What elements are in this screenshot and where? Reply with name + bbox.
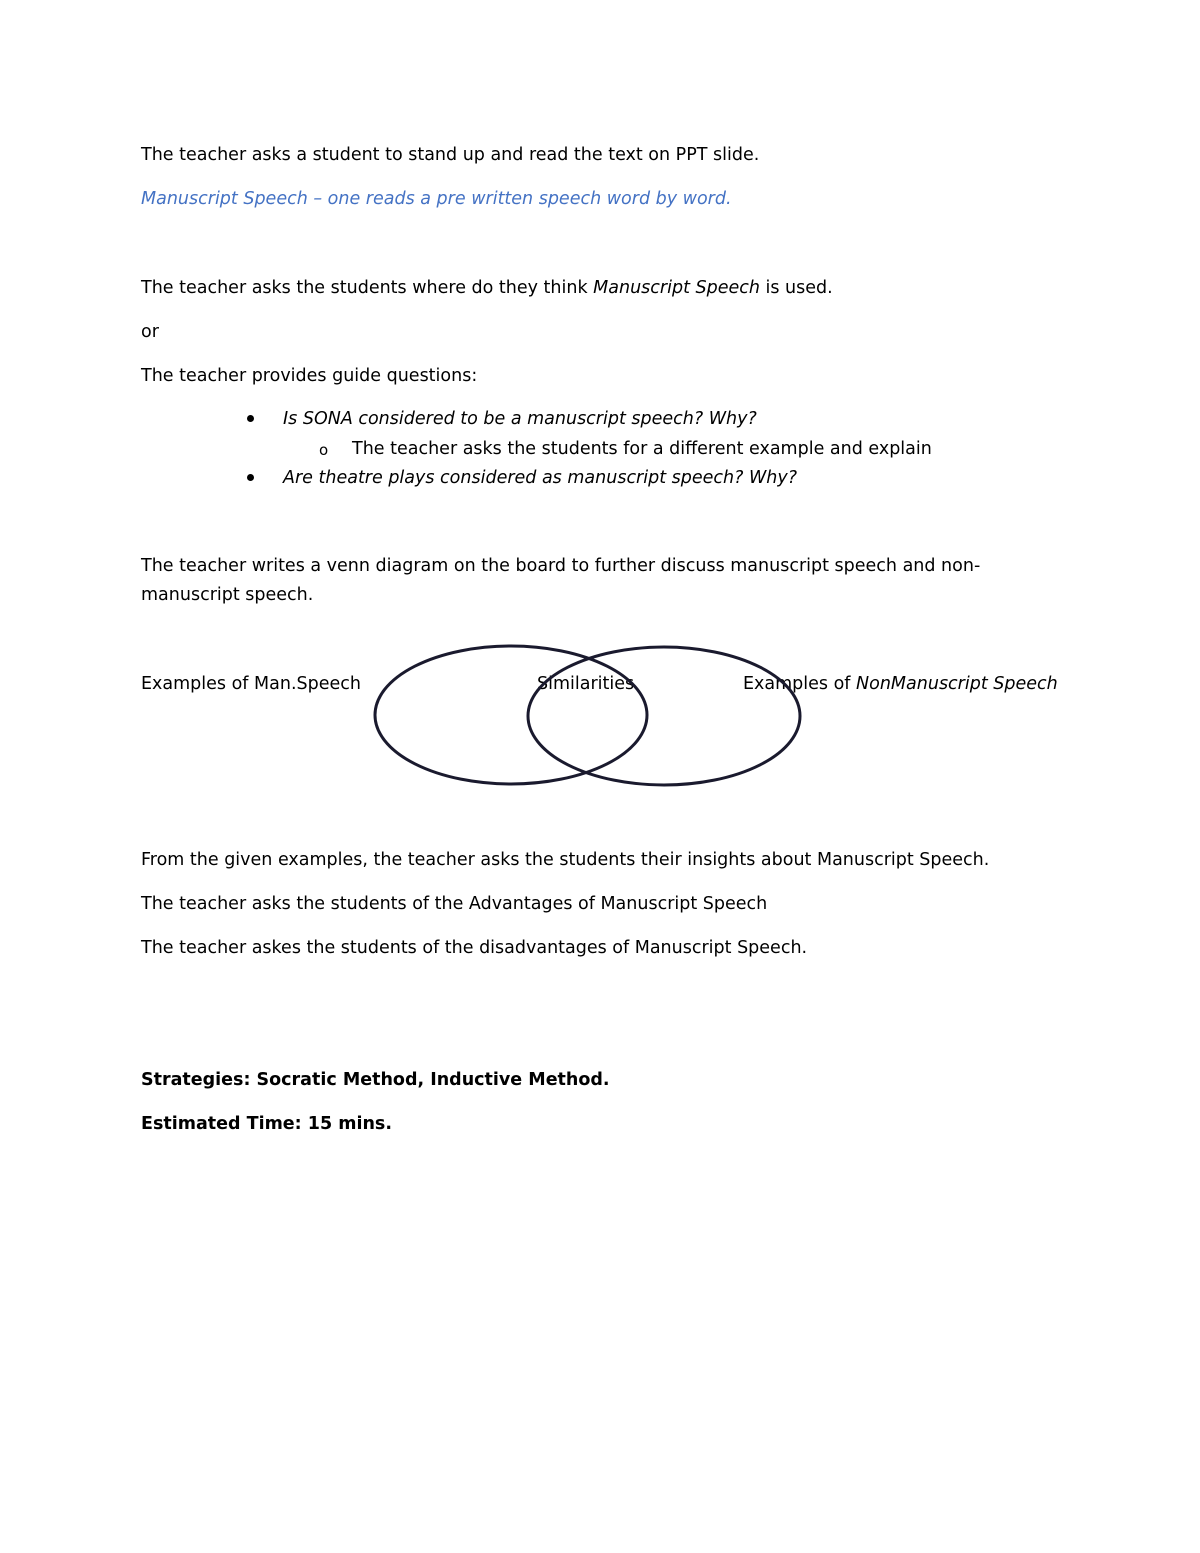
paragraph-venn-intro-line2: manuscript speech. xyxy=(141,585,314,605)
manuscript-speech-definition: Manuscript Speech – one reads a pre written speech word by word. xyxy=(141,189,732,209)
paragraph-disadvantages: The teacher askes the students of the disadvantages of Manuscript Speech. xyxy=(141,938,808,958)
paragraph-guide-questions-intro: The teacher provides guide questions: xyxy=(141,366,478,386)
paragraph-venn-intro-line1: The teacher writes a venn diagram on the board to further discuss manuscript speech and non- xyxy=(141,556,981,576)
estimated-time-heading: Estimated Time: 15 mins. xyxy=(141,1114,392,1134)
paragraph-where-used-term: Manuscript Speech xyxy=(593,278,760,298)
guide-question-sona-followup: The teacher asks the students for a different example and explain xyxy=(352,439,932,459)
venn-label-non-manuscript-examples xyxy=(743,673,1058,695)
venn-label-non-manuscript-prefix: Examples of xyxy=(743,674,857,694)
venn-label-non-manuscript-term: NonManuscript Speech xyxy=(856,674,1058,694)
paragraph-insights: From the given examples, the teacher asks the students their insights about Manuscript Speech. xyxy=(141,850,990,870)
paragraph-advantages: The teacher asks the students of the Advantages of Manuscript Speech xyxy=(141,894,768,914)
guide-question-theatre: Are theatre plays considered as manuscript speech? Why? xyxy=(283,468,798,488)
strategies-heading: Strategies: Socratic Method, Inductive Method. xyxy=(141,1070,610,1090)
venn-circle-manuscript xyxy=(375,646,647,784)
bullet-icon xyxy=(247,474,254,481)
sub-bullet-icon: o xyxy=(319,441,329,459)
paragraph-where-used xyxy=(141,277,833,299)
venn-label-manuscript-examples: Examples of Man.Speech xyxy=(141,674,361,694)
paragraph-or: or xyxy=(141,322,159,342)
paragraph-where-used-end: is used. xyxy=(759,278,833,298)
venn-label-similarities: Similarities xyxy=(537,674,635,694)
bullet-icon xyxy=(247,415,254,422)
paragraph-where-used-start: The teacher asks the students where do they think xyxy=(141,278,594,298)
venn-circle-non-manuscript xyxy=(528,647,800,785)
paragraph-student-reads-slide: The teacher asks a student to stand up and read the text on PPT slide. xyxy=(141,145,760,165)
guide-question-sona: Is SONA considered to be a manuscript speech? Why? xyxy=(283,409,757,429)
